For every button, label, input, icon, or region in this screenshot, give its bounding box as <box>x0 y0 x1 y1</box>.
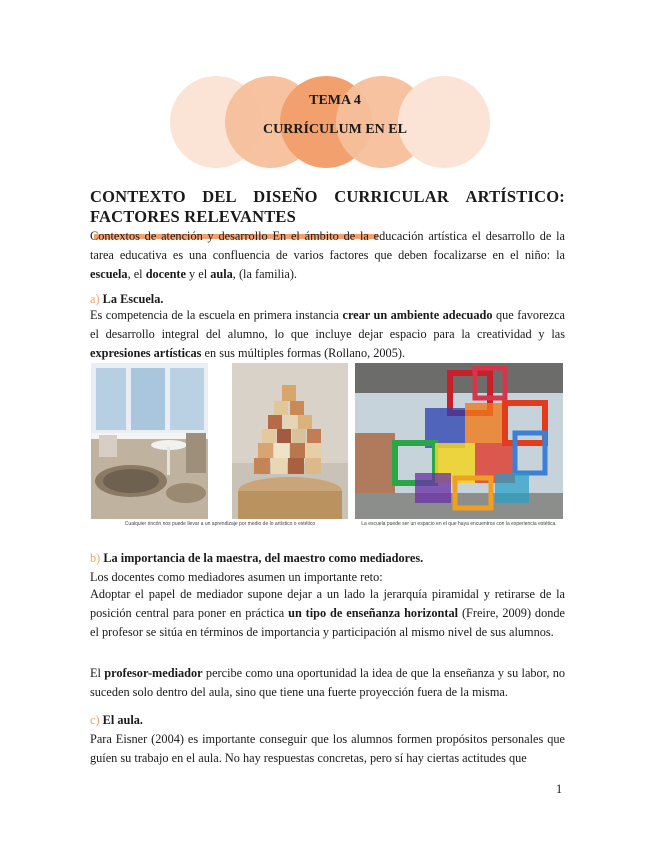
photo-caption-left: Cualquier rincón nos puede llevar a un aprendizaje por medio de lo artístico o estético <box>124 521 316 527</box>
section-letter: b) <box>90 551 101 565</box>
section-c-heading <box>90 713 143 728</box>
section-title: La importancia de la maestra, del maestro como mediadores. <box>103 551 424 565</box>
section-b-heading <box>90 551 423 566</box>
page-number: 1 <box>556 782 563 796</box>
heading-word: DEL <box>202 187 237 206</box>
photo-caption-right: La escuela puede ser un espacio en el que haya encuentros con la experiencia estética. <box>361 521 557 527</box>
text: y el <box>185 267 211 281</box>
heading-word: FACTORES RELEVANTES <box>90 207 296 226</box>
text: Adoptar el papel de mediador supone dejar a un lado la jerarquía piramidal y retirarse de la posición central para poner en práctica <box>90 587 565 620</box>
text: en sus múltiples formas (Rollano, 2005). <box>201 346 406 360</box>
text: , el <box>127 267 146 281</box>
text-bold: escuela <box>90 267 128 281</box>
intro-paragraph <box>90 227 565 284</box>
text: El <box>90 666 105 680</box>
section-letter: a) <box>90 292 100 306</box>
text-bold: aula <box>210 267 233 281</box>
box-tower-photo <box>232 363 348 519</box>
text-bold: expresiones artísticas <box>90 346 202 360</box>
text: percibe como una oportunidad la idea de que la enseñanza y su labor, no suceden solo dentro del aula, sino que tiene una fuerte proyección fuera de la misma. <box>90 666 565 699</box>
text: Contextos de atención y desarrollo En el ámbito de la educación artística el desarrollo de la tarea educativa es una confluencia de varios factores que deben focalizarse en el niño: la <box>90 229 565 262</box>
section-title: El aula. <box>102 713 143 727</box>
classroom-corner-photo <box>91 363 208 519</box>
section-a-paragraph <box>90 306 565 363</box>
section-b-paragraph-2 <box>90 664 565 702</box>
text: , (la familia). <box>232 267 297 281</box>
heading-word: DISEÑO <box>253 187 318 206</box>
section-c-paragraph: Para Eisner (2004) es importante conseguir que los alumnos formen propósitos personales que guíen su trabajo en el aula. No hay respuestas concretas, pero sí hay ciertas actitudes que <box>90 732 565 765</box>
heading-word: CURRICULAR <box>334 187 449 206</box>
page-title: TEMA 4 <box>309 93 361 108</box>
heading-word: ARTÍSTICO: <box>465 187 565 206</box>
section-heading-line1 <box>90 187 565 207</box>
text-bold: profesor-mediador <box>104 666 203 680</box>
colored-window-photo <box>355 363 563 519</box>
section-title: La Escuela. <box>102 292 164 306</box>
text-bold: crear un ambiente adecuado <box>342 308 493 322</box>
section-a-heading <box>90 292 163 307</box>
section-letter: c) <box>90 713 100 727</box>
text: (Freire, 2009) donde el profesor se sitúa en términos de importancia y participación al mismo nivel de sus alumnos. <box>90 606 565 639</box>
page-subtitle: CURRÍCULUM EN EL <box>263 122 407 137</box>
text: Es competencia de la escuela en primera instancia <box>90 308 343 322</box>
text: que favorezca el desarrollo integral del alumno, lo que incluye dejar espacio para la creatividad y las <box>90 308 566 341</box>
text-bold: docente <box>145 267 186 281</box>
text-bold: un tipo de enseñanza horizontal <box>288 606 459 620</box>
heading-word: CONTEXTO <box>90 187 186 206</box>
section-b-paragraph <box>90 585 565 642</box>
section-b-intro: Los docentes como mediadores asumen un importante reto: <box>90 570 383 584</box>
